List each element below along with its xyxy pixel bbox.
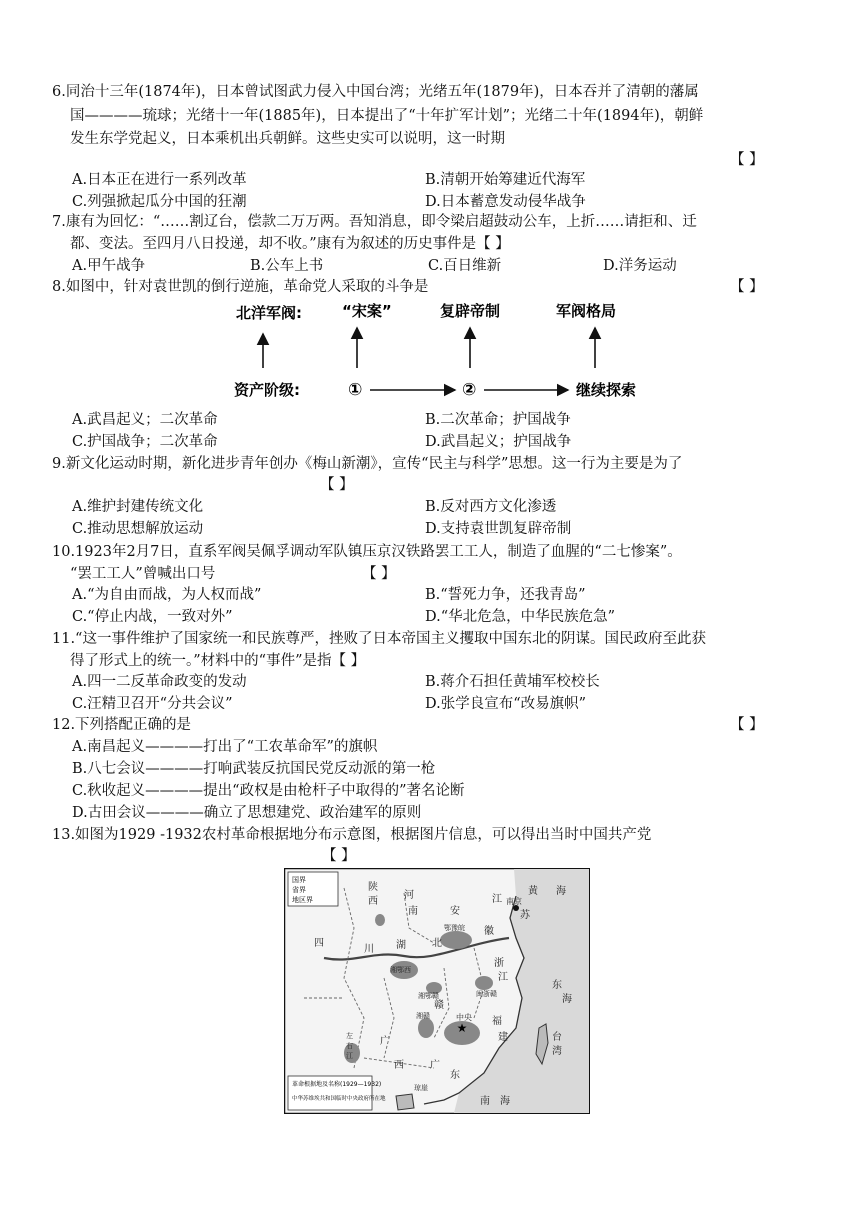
q12-option-a[interactable]: A.南昌起义————打出了“工农革命军”的旗帜 bbox=[72, 739, 378, 755]
hainan-island bbox=[396, 1094, 414, 1110]
legend-item-5: 中华苏维埃共和国临时中央政府所在地 bbox=[292, 1096, 386, 1102]
q9-answer-bracket[interactable]: 【 】 bbox=[320, 477, 354, 493]
q13-answer-bracket[interactable]: 【 】 bbox=[322, 848, 356, 864]
q9-option-a[interactable]: A.维护封建传统文化 bbox=[72, 499, 204, 515]
base-minzhegan bbox=[475, 976, 493, 990]
q6-option-b[interactable]: B.清朝开始筹建近代海军 bbox=[425, 172, 586, 188]
q7-stem-line2: 都、变法。至四月八日投递，却不收。”康有为叙述的历史事件是【 】 bbox=[70, 236, 510, 252]
q10-stem-line1: 10.1923年2月7日，直系军阀吴佩孚调动军队镇压京汉铁路罢工工人，制造了血腥的“二七惨案”。 bbox=[52, 544, 682, 560]
diagram-top-item-3: 军阀格局 bbox=[556, 302, 617, 320]
legend-item-4: 革命根据地及名称(1929—1932) bbox=[292, 1081, 382, 1088]
map-label: 左 bbox=[346, 1032, 353, 1040]
q10-option-a[interactable]: A.“为自由而战，为人权而战” bbox=[72, 587, 262, 603]
q10-answer-bracket[interactable]: 【 】 bbox=[362, 566, 396, 582]
q6-stem-line2: 国————琉球；光绪十一年(1885年)，日本提出了“十年扩军计划”；光绪二十年(1894年)，朝鲜 bbox=[70, 108, 704, 124]
map-label: 福 bbox=[492, 1016, 502, 1027]
map-label: 建 bbox=[498, 1032, 508, 1043]
map-label: 广 bbox=[380, 1036, 390, 1047]
q11-option-d[interactable]: D.张学良宣布“改易旗帜” bbox=[425, 696, 587, 712]
q7-option-b[interactable]: B.公车上书 bbox=[250, 258, 324, 274]
diagram-bottom-item-2: ② bbox=[462, 380, 477, 400]
map-label: 湾 bbox=[552, 1046, 562, 1057]
base-xianggan bbox=[418, 1018, 434, 1038]
map-label: 海 bbox=[562, 994, 572, 1005]
q8-option-d[interactable]: D.武昌起义；护国战争 bbox=[425, 434, 572, 450]
map-label: 南京 bbox=[506, 897, 522, 906]
q7-stem-line1: 7.康有为回忆：“……割辽台，偿款二万万两。吾知消息，即令梁启超鼓动公车，上折……请拒和、迁 bbox=[52, 214, 697, 230]
map-label: 北 bbox=[432, 938, 442, 949]
q10-option-c[interactable]: C.“停止内战，一致对外” bbox=[72, 609, 233, 625]
q9-option-b[interactable]: B.反对西方文化渗透 bbox=[425, 499, 557, 515]
map-label: 安 bbox=[450, 906, 460, 917]
map-label: 台 bbox=[552, 1032, 562, 1043]
map-label: 东 bbox=[552, 980, 562, 991]
q7-option-d[interactable]: D.洋务运动 bbox=[603, 258, 677, 274]
q12-option-b[interactable]: B.八七会议————打响武装反抗国民党反动派的第一枪 bbox=[72, 761, 436, 777]
q12-option-d[interactable]: D.古田会议————确立了思想建党、政治建军的原则 bbox=[72, 805, 422, 821]
q8-answer-bracket[interactable]: 【 】 bbox=[730, 279, 764, 295]
diagram-bottom-item-1: ① bbox=[348, 380, 363, 400]
q11-option-a[interactable]: A.四一二反革命政变的发动 bbox=[72, 674, 247, 690]
map-label: 江 bbox=[346, 1052, 353, 1060]
map-label: 东 bbox=[450, 1070, 460, 1081]
q8-option-c[interactable]: C.护国战争；二次革命 bbox=[72, 434, 218, 450]
q11-stem-line1: 11.“这一事件维护了国家统一和民族尊严，挫败了日本帝国主义攫取中国东北的阴谋。国民政府至此获 bbox=[52, 631, 706, 647]
q7-option-a[interactable]: A.甲午战争 bbox=[72, 258, 146, 274]
q6-stem-line3: 发生东学党起义，日本乘机出兵朝鲜。这些史实可以说明，这一时期 bbox=[70, 131, 505, 147]
map-label: 浙 bbox=[494, 958, 504, 969]
q8-stem-line1: 8.如图中，针对袁世凯的倒行逆施，革命党人采取的斗争是 bbox=[52, 279, 429, 295]
map-label: 广 bbox=[430, 1060, 440, 1071]
q8-option-a[interactable]: A.武昌起义；二次革命 bbox=[72, 412, 218, 428]
q12-option-c[interactable]: C.秋收起义————提出“政权是由枪杆子中取得的”著名论断 bbox=[72, 783, 465, 799]
diagram-bottom-item-3: 继续探索 bbox=[576, 381, 637, 399]
map-label: 西 bbox=[394, 1060, 404, 1071]
map-label: 闽浙赣 bbox=[476, 990, 497, 998]
q10-option-d[interactable]: D.“华北危急，中华民族危急” bbox=[425, 609, 616, 625]
q11-option-c[interactable]: C.汪精卫召开“分共会议” bbox=[72, 696, 233, 712]
q6-option-c[interactable]: C.列强掀起瓜分中国的狂潮 bbox=[72, 194, 247, 210]
map-label: 徽 bbox=[484, 926, 494, 937]
map-label: 黄 bbox=[528, 886, 538, 897]
q6-answer-bracket[interactable]: 【 】 bbox=[730, 152, 764, 168]
map-label: 苏 bbox=[520, 910, 530, 921]
map-label: 江 bbox=[498, 972, 508, 983]
diagram-top-item-2: 复辟帝制 bbox=[440, 302, 501, 320]
diagram-top-row-label: 北洋军阀: bbox=[236, 304, 302, 322]
map-label: 赣 bbox=[434, 1000, 444, 1011]
map-label: 湘鄂赣 bbox=[418, 992, 439, 1000]
q10-stem-line2: “罢工工人”曾喊出口号 bbox=[70, 566, 216, 582]
q13-stem-line1: 13.如图为1929 -1932农村革命根据地分布示意图，根据图片信息，可以得出当时中国共产党 bbox=[52, 827, 652, 843]
base-eyuwan bbox=[440, 931, 472, 949]
capital-star-icon: ★ bbox=[456, 1021, 468, 1035]
map-label: 右 bbox=[346, 1042, 353, 1050]
q12-answer-bracket[interactable]: 【 】 bbox=[730, 717, 764, 733]
map-label: 河 bbox=[404, 890, 414, 901]
map-label: 湘鄂西 bbox=[390, 966, 411, 974]
legend-item-1: 国界 bbox=[292, 876, 306, 884]
q8-flow-diagram bbox=[230, 298, 645, 408]
map-label: 湘赣 bbox=[416, 1012, 430, 1020]
base-shaanbei bbox=[375, 914, 385, 926]
q8-option-b[interactable]: B.二次革命；护国战争 bbox=[425, 412, 571, 428]
map-label: 中央 bbox=[456, 1013, 472, 1022]
map-label: 陕 bbox=[368, 882, 378, 893]
revolution-base-map bbox=[284, 868, 590, 1114]
map-label: 鄂豫皖 bbox=[444, 924, 465, 932]
diagram-top-item-1: “宋案” bbox=[342, 302, 392, 320]
q11-stem-line2: 得了形式上的统一。”材料中的“事件”是指【 】 bbox=[70, 653, 366, 669]
map-label: 西 bbox=[368, 896, 378, 907]
q9-option-c[interactable]: C.推动思想解放运动 bbox=[72, 521, 204, 537]
q7-option-c[interactable]: C.百日维新 bbox=[428, 258, 502, 274]
q6-stem-line1: 6.同治十三年(1874年)，日本曾试图武力侵入中国台湾；光绪五年(1879年)，日本吞并了清朝的藩属 bbox=[52, 84, 699, 100]
q12-stem-line1: 12.下列搭配正确的是 bbox=[52, 717, 192, 733]
q9-option-d[interactable]: D.支持袁世凯复辟帝制 bbox=[425, 521, 572, 537]
q11-option-b[interactable]: B.蒋介石担任黄埔军校校长 bbox=[425, 674, 600, 690]
map-label: 南 bbox=[408, 906, 418, 917]
map-label: 湖 bbox=[396, 940, 406, 951]
legend-item-2: 省界 bbox=[292, 886, 306, 894]
map-label: 川 bbox=[364, 944, 374, 955]
map-label: 海 bbox=[556, 886, 566, 897]
map-label: 南 bbox=[480, 1096, 490, 1107]
map-label: 海 bbox=[500, 1096, 510, 1107]
q6-option-d[interactable]: D.日本蓄意发动侵华战争 bbox=[425, 194, 586, 210]
map-label: 四 bbox=[314, 938, 324, 949]
q9-stem-line1: 9.新文化运动时期，新化进步青年创办《梅山新潮》，宣传“民主与科学”思想。这一行为主要是为了 bbox=[52, 456, 683, 472]
map-label: 琼崖 bbox=[414, 1084, 428, 1092]
q10-option-b[interactable]: B.“誓死力争，还我青岛” bbox=[425, 587, 586, 603]
legend-item-3: 地区界 bbox=[292, 896, 313, 904]
map-label: 江 bbox=[492, 894, 502, 905]
diagram-bottom-row-label: 资产阶级: bbox=[234, 381, 300, 399]
q6-option-a[interactable]: A.日本正在进行一系列改革 bbox=[72, 172, 247, 188]
